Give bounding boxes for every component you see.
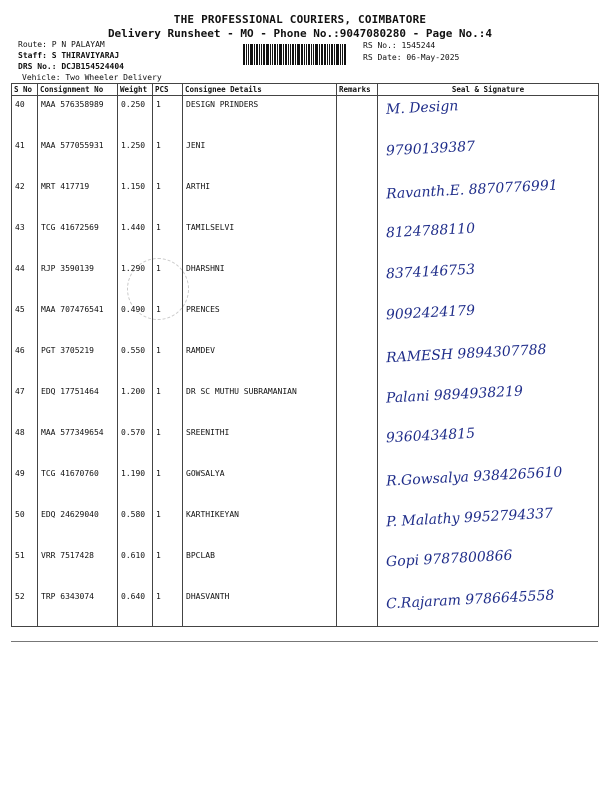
row-consignee: PRENCES (183, 301, 337, 342)
barcode-bar (308, 44, 310, 65)
row-pcs: 1 (153, 342, 183, 383)
row-consignee: TAMILSELVI (183, 219, 337, 260)
handwritten-signature: R.Gowsalya 9384265610 (385, 464, 563, 490)
row-signature-cell (378, 96, 599, 138)
row-weight: 0.640 (118, 588, 153, 627)
table-row (12, 219, 599, 260)
row-remarks (337, 465, 378, 506)
barcode-bar (292, 44, 294, 65)
table-row (12, 424, 599, 465)
row-consignment-no: VRR 7517428 (38, 547, 118, 588)
row-weight: 0.580 (118, 506, 153, 547)
runsheet-table (11, 83, 599, 627)
row-signature-cell (378, 506, 599, 547)
row-pcs: 1 (153, 96, 183, 138)
table-row (12, 178, 599, 219)
row-pcs: 1 (153, 260, 183, 301)
row-sno: 41 (12, 137, 38, 178)
barcode-bar (246, 44, 247, 65)
row-remarks (337, 342, 378, 383)
handwritten-signature: RAMESH 9894307788 (385, 341, 547, 367)
table-row (12, 465, 599, 506)
table-row (12, 383, 599, 424)
row-remarks (337, 383, 378, 424)
col-sno: S No (12, 84, 38, 96)
barcode-bar (331, 44, 333, 65)
handwritten-signature: M. Design (385, 98, 459, 118)
row-remarks (337, 588, 378, 627)
row-signature-cell (378, 137, 599, 178)
row-weight: 1.150 (118, 178, 153, 219)
row-consignment-no: MAA 576358989 (38, 96, 118, 138)
row-consignment-no: MAA 577349654 (38, 424, 118, 465)
row-sno: 49 (12, 465, 38, 506)
barcode-bar (266, 44, 269, 65)
barcode-bar (277, 44, 278, 65)
col-consignee: Consignee Details (183, 84, 337, 96)
row-sno: 42 (12, 178, 38, 219)
barcode-bar (248, 44, 249, 65)
row-signature-cell (378, 424, 599, 465)
row-consignment-no: RJP 3590139 (38, 260, 118, 301)
col-pcs: PCS (153, 84, 183, 96)
row-sno: 40 (12, 96, 38, 138)
barcode-bar (254, 44, 255, 65)
barcode-bar (288, 44, 289, 65)
row-consignee: DHASVANTH (183, 588, 337, 627)
row-sno: 45 (12, 301, 38, 342)
handwritten-signature: P. Malathy 9952794337 (385, 505, 554, 531)
handwritten-signature: 8374146753 (385, 261, 476, 283)
row-consignee: BPCLAB (183, 547, 337, 588)
rs-date: RS Date: 06-May-2025 (363, 53, 460, 62)
row-sno: 50 (12, 506, 38, 547)
handwritten-signature: 9790139387 (385, 138, 476, 160)
row-weight: 0.490 (118, 301, 153, 342)
row-remarks (337, 547, 378, 588)
barcode-bar (340, 44, 341, 65)
col-signature: Seal & Signature (378, 84, 599, 96)
barcode-bar (306, 44, 307, 65)
row-pcs: 1 (153, 588, 183, 627)
barcode-bar (285, 44, 287, 65)
row-signature-cell (378, 260, 599, 301)
row-sno: 46 (12, 342, 38, 383)
vehicle-label: Vehicle: Two Wheeler Delivery (22, 73, 162, 82)
row-weight: 0.550 (118, 342, 153, 383)
barcode-bar (256, 44, 258, 65)
row-sno: 48 (12, 424, 38, 465)
rs-number: RS No.: 1545244 (363, 41, 436, 50)
barcode-bar (283, 44, 284, 65)
barcode-bar (297, 44, 300, 65)
row-pcs: 1 (153, 219, 183, 260)
row-consignment-no: MAA 707476541 (38, 301, 118, 342)
barcode-bar (259, 44, 260, 65)
row-consignee: DR SC MUTHU SUBRAMANIAN (183, 383, 337, 424)
row-remarks (337, 506, 378, 547)
handwritten-signature: 9092424179 (385, 302, 476, 324)
row-sno: 43 (12, 219, 38, 260)
barcode-bar (336, 44, 339, 65)
row-sno: 47 (12, 383, 38, 424)
row-sno: 52 (12, 588, 38, 627)
table-row (12, 342, 599, 383)
barcode-bar (304, 44, 305, 65)
row-consignee: DHARSHNI (183, 260, 337, 301)
row-remarks (337, 301, 378, 342)
barcode-bar (319, 44, 320, 65)
row-consignment-no: TRP 6343074 (38, 588, 118, 627)
row-signature-cell (378, 465, 599, 506)
handwritten-signature: C.Rajaram 9786645558 (385, 587, 555, 613)
drs-number: DRS No.: DCJB154524404 (18, 62, 124, 71)
table-row (12, 260, 599, 301)
table-row (12, 137, 599, 178)
row-consignee: DESIGN PRINDERS (183, 96, 337, 138)
row-signature-cell (378, 588, 599, 627)
footer-divider (11, 641, 598, 642)
row-pcs: 1 (153, 547, 183, 588)
barcode-bar (329, 44, 330, 65)
row-weight: 0.250 (118, 96, 153, 138)
table-header-row (12, 84, 599, 96)
barcode-bar (274, 44, 276, 65)
row-signature-cell (378, 219, 599, 260)
row-pcs: 1 (153, 383, 183, 424)
row-weight: 1.250 (118, 137, 153, 178)
handwritten-signature: 8124788110 (385, 220, 476, 242)
barcode-bar (344, 44, 346, 65)
row-consignee: RAMDEV (183, 342, 337, 383)
barcode (243, 44, 355, 65)
table-row (12, 506, 599, 547)
row-signature-cell (378, 301, 599, 342)
col-consignment: Consignment No (38, 84, 118, 96)
row-pcs: 1 (153, 506, 183, 547)
barcode-bar (295, 44, 296, 65)
barcode-bar (261, 44, 262, 65)
row-remarks (337, 424, 378, 465)
row-consignment-no: EDQ 24629040 (38, 506, 118, 547)
barcode-bar (270, 44, 271, 65)
row-consignment-no: EDQ 17751464 (38, 383, 118, 424)
row-signature-cell (378, 178, 599, 219)
row-pcs: 1 (153, 465, 183, 506)
staff-label: Staff: S THIRAVIYARAJ (18, 51, 120, 60)
row-pcs: 1 (153, 137, 183, 178)
row-remarks (337, 137, 378, 178)
row-signature-cell (378, 547, 599, 588)
row-weight: 1.190 (118, 465, 153, 506)
row-remarks (337, 96, 378, 138)
barcode-bar (243, 44, 245, 65)
row-weight: 0.570 (118, 424, 153, 465)
row-remarks (337, 260, 378, 301)
runsheet-title: THE PROFESSIONAL COURIERS, COIMBATORE (173, 13, 427, 26)
row-remarks (337, 219, 378, 260)
barcode-bar (334, 44, 335, 65)
barcode-bar (342, 44, 343, 65)
barcode-bar (279, 44, 282, 65)
row-pcs: 1 (153, 178, 183, 219)
row-consignment-no: MRT 417719 (38, 178, 118, 219)
row-consignment-no: TCG 41672569 (38, 219, 118, 260)
barcode-bar (263, 44, 265, 65)
table-row (12, 96, 599, 138)
barcode-bar (321, 44, 323, 65)
row-consignee: SREENITHI (183, 424, 337, 465)
row-consignee: ARTHI (183, 178, 337, 219)
barcode-bar (250, 44, 253, 65)
row-weight: 0.610 (118, 547, 153, 588)
row-consignee: GOWSALYA (183, 465, 337, 506)
barcode-bar (327, 44, 328, 65)
runsheet-subtitle: Delivery Runsheet - MO - Phone No.:9047080280 - Page No.:4 (107, 27, 493, 40)
row-consignment-no: PGT 3705219 (38, 342, 118, 383)
col-remarks: Remarks (337, 84, 378, 96)
row-pcs: 1 (153, 424, 183, 465)
row-pcs: 1 (153, 301, 183, 342)
row-weight: 1.200 (118, 383, 153, 424)
barcode-bar (315, 44, 318, 65)
handwritten-signature: Palani 9894938219 (385, 383, 524, 407)
handwritten-signature: 9360434815 (385, 425, 476, 447)
table-row (12, 547, 599, 588)
row-signature-cell (378, 342, 599, 383)
barcode-bar (272, 44, 273, 65)
row-consignment-no: MAA 577055931 (38, 137, 118, 178)
barcode-bar (311, 44, 312, 65)
route-label: Route: P N PALAYAM (18, 40, 105, 49)
barcode-bar (324, 44, 326, 65)
row-weight: 1.440 (118, 219, 153, 260)
handwritten-signature: Ravanth.E. 8870776991 (385, 177, 559, 203)
row-sno: 44 (12, 260, 38, 301)
row-consignee: KARTHIKEYAN (183, 506, 337, 547)
row-consignee: JENI (183, 137, 337, 178)
row-consignment-no: TCG 41670760 (38, 465, 118, 506)
handwritten-signature: Gopi 9787800866 (385, 547, 513, 571)
barcode-bar (301, 44, 303, 65)
barcode-bar (290, 44, 291, 65)
row-sno: 51 (12, 547, 38, 588)
row-signature-cell (378, 383, 599, 424)
table-row (12, 301, 599, 342)
col-weight: Weight (118, 84, 153, 96)
row-remarks (337, 178, 378, 219)
table-row (12, 588, 599, 627)
barcode-bar (313, 44, 314, 65)
row-weight: 1.290 (118, 260, 153, 301)
